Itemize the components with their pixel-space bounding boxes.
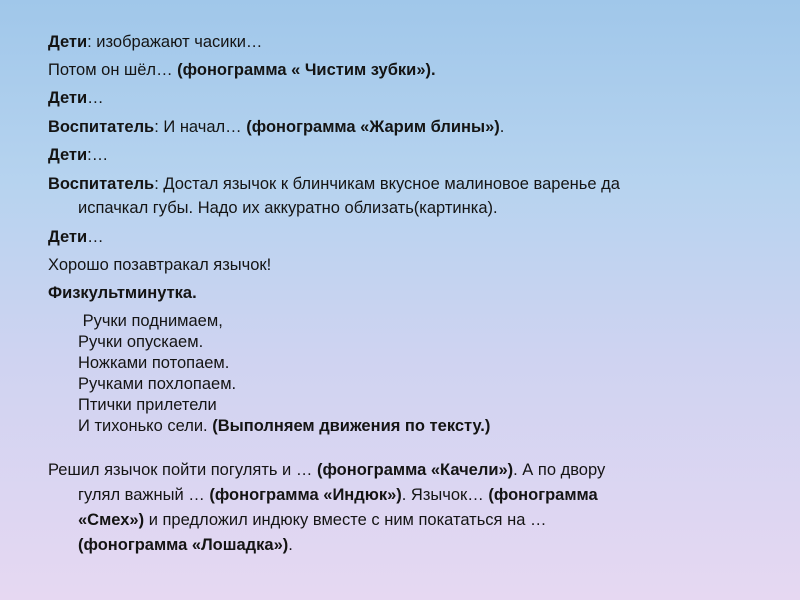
line-text: испачкал губы. Надо их аккуратно облизать(картинка). [78,199,498,217]
speaker-label: Дети [48,228,88,246]
poem-line-last [78,416,490,437]
poem-line: Ручки поднимаем, [78,312,223,330]
line-text: . Язычок… [401,486,489,504]
phonogram-note: (фонограмма « Чистим зубки»). [177,61,436,79]
line-teacher-jam-continued [48,197,748,219]
speaker-label: Воспитатель [48,175,155,193]
line-text: : И начал… [154,118,247,136]
line-teacher-jam [48,173,748,195]
speaker-label: Дети [48,33,88,51]
line-text: Решил язычок пойти погулять и … [48,461,317,479]
line-text: . [499,118,505,136]
phonogram-note: (фонограмма «Индюк») [209,486,402,504]
line-text: Потом он шёл… [48,61,178,79]
poem-line: Ручки опускаем. [78,333,204,351]
final-line-4 [48,534,748,556]
line-text: Хорошо позавтракал язычок! [48,256,272,274]
line-then-walked [48,59,748,81]
phonogram-note: «Смех») [78,511,145,529]
line-text: :… [87,146,109,164]
speaker-label: Дети [48,89,88,107]
line-teacher-started [48,116,748,138]
final-line-2-content [48,484,598,506]
line-children-3 [48,226,748,248]
final-line-3 [48,509,748,531]
poem-line: Ножками потопаем. [78,354,230,372]
line-text: : изображают часики… [87,33,263,51]
line-text: . А по двору [513,461,606,479]
line-text: гулял важный … [78,486,210,504]
line-text: : Достал язычок к блинчикам вкусное малиновое варенье да [154,175,620,193]
line-children-2 [48,144,748,166]
final-line-4-content [48,534,293,556]
phonogram-note: (фонограмма «Качели») [316,461,514,479]
speaker-label: Воспитатель [48,118,155,136]
phonogram-note: (фонограмма «Лошадка») [78,536,289,554]
final-line-1 [48,459,748,481]
final-line-2 [48,484,748,506]
speaker-label: Дети [48,146,88,164]
line-text: . [288,536,293,554]
poem [78,311,490,437]
line-text: и предложил индюку вместе с ним покататься на … [144,511,547,529]
line-children-1 [48,87,748,109]
poem-line: Ручками похлопаем. [78,375,237,393]
line-exercise-heading [48,282,748,304]
exercise-heading: Физкультминутка. [48,284,197,302]
line-text: … [87,228,104,246]
line-breakfast [48,254,748,276]
line-children-clock [48,31,748,53]
final-line-3-content [48,509,546,531]
line-text: … [87,89,104,107]
phonogram-note: (фонограмма [488,486,598,504]
poem-line: Птички прилетели [78,396,217,414]
phonogram-note: (фонограмма «Жарим блины») [246,118,500,136]
movement-note: (Выполняем движения по тексту.) [212,417,491,435]
poem-line-text: И тихонько сели. [78,417,213,435]
